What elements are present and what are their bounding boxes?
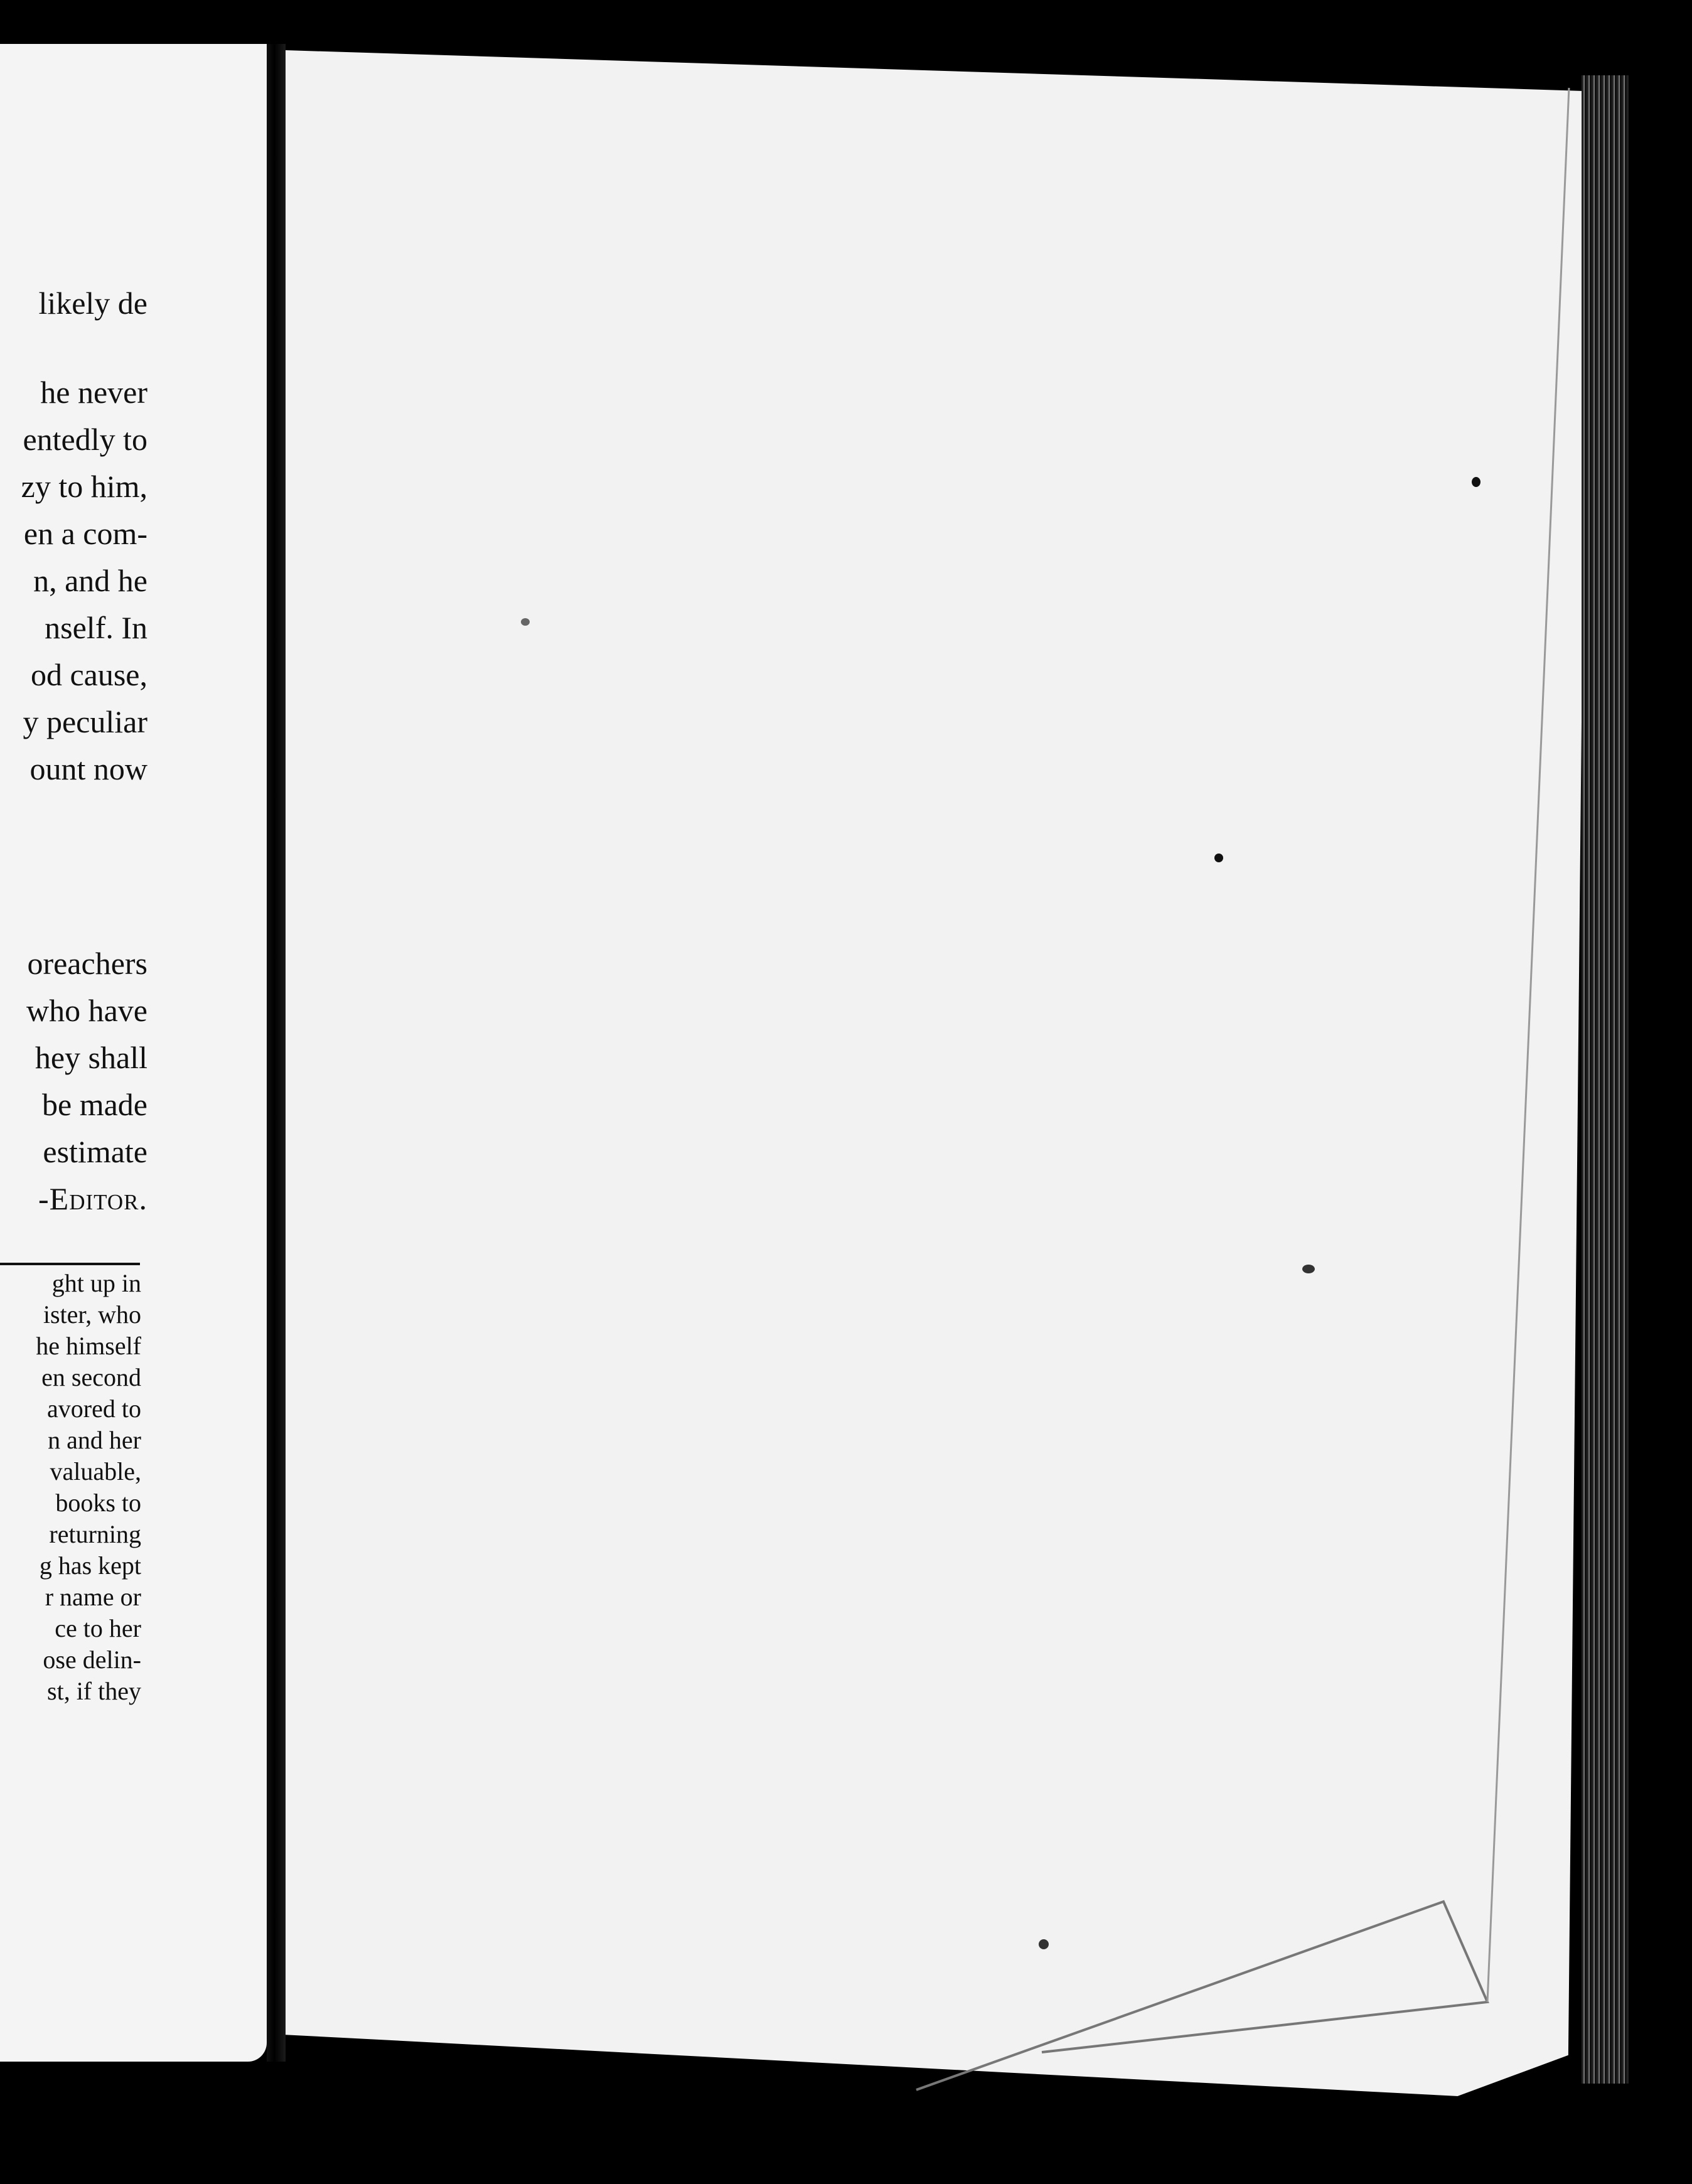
body-line: he never: [40, 375, 147, 410]
footnote-line: g has kept: [39, 1551, 141, 1580]
footnote-line: valuable,: [50, 1457, 141, 1485]
body-line: oreachers: [27, 946, 147, 981]
footnote-line: ght up in: [51, 1269, 141, 1297]
footnote-line: n and her: [48, 1426, 141, 1454]
footnote-line: r name or: [45, 1583, 141, 1611]
body-line: who have: [26, 993, 147, 1028]
body-line: en a com-: [23, 516, 147, 551]
body-line: nself. In: [45, 610, 147, 645]
footnote-line: ister, who: [43, 1300, 141, 1329]
footnote-line: books to: [55, 1489, 141, 1517]
body-line: n, and he: [33, 563, 147, 598]
body-line: likely de: [38, 286, 147, 321]
body-line: y peculiar: [23, 704, 147, 739]
footnote-line: returning: [49, 1520, 141, 1548]
footnote-line: ce to her: [55, 1614, 141, 1642]
body-line: ount now: [29, 751, 147, 786]
body-line: entedly to: [23, 422, 147, 457]
footnote-line: en second: [41, 1363, 141, 1391]
body-line: hey shall: [35, 1040, 147, 1075]
body-line: estimate: [43, 1134, 147, 1169]
footnote-line: ose delin-: [43, 1646, 141, 1674]
body-line: od cause,: [30, 657, 147, 692]
body-line: be made: [42, 1087, 147, 1122]
body-line: zy to him,: [21, 469, 147, 504]
editor-signature: -Editor.: [38, 1181, 147, 1216]
footnote-line: avored to: [47, 1394, 141, 1423]
footnote-line: he himself: [36, 1332, 141, 1360]
footnote-line: st, if they: [47, 1677, 141, 1705]
